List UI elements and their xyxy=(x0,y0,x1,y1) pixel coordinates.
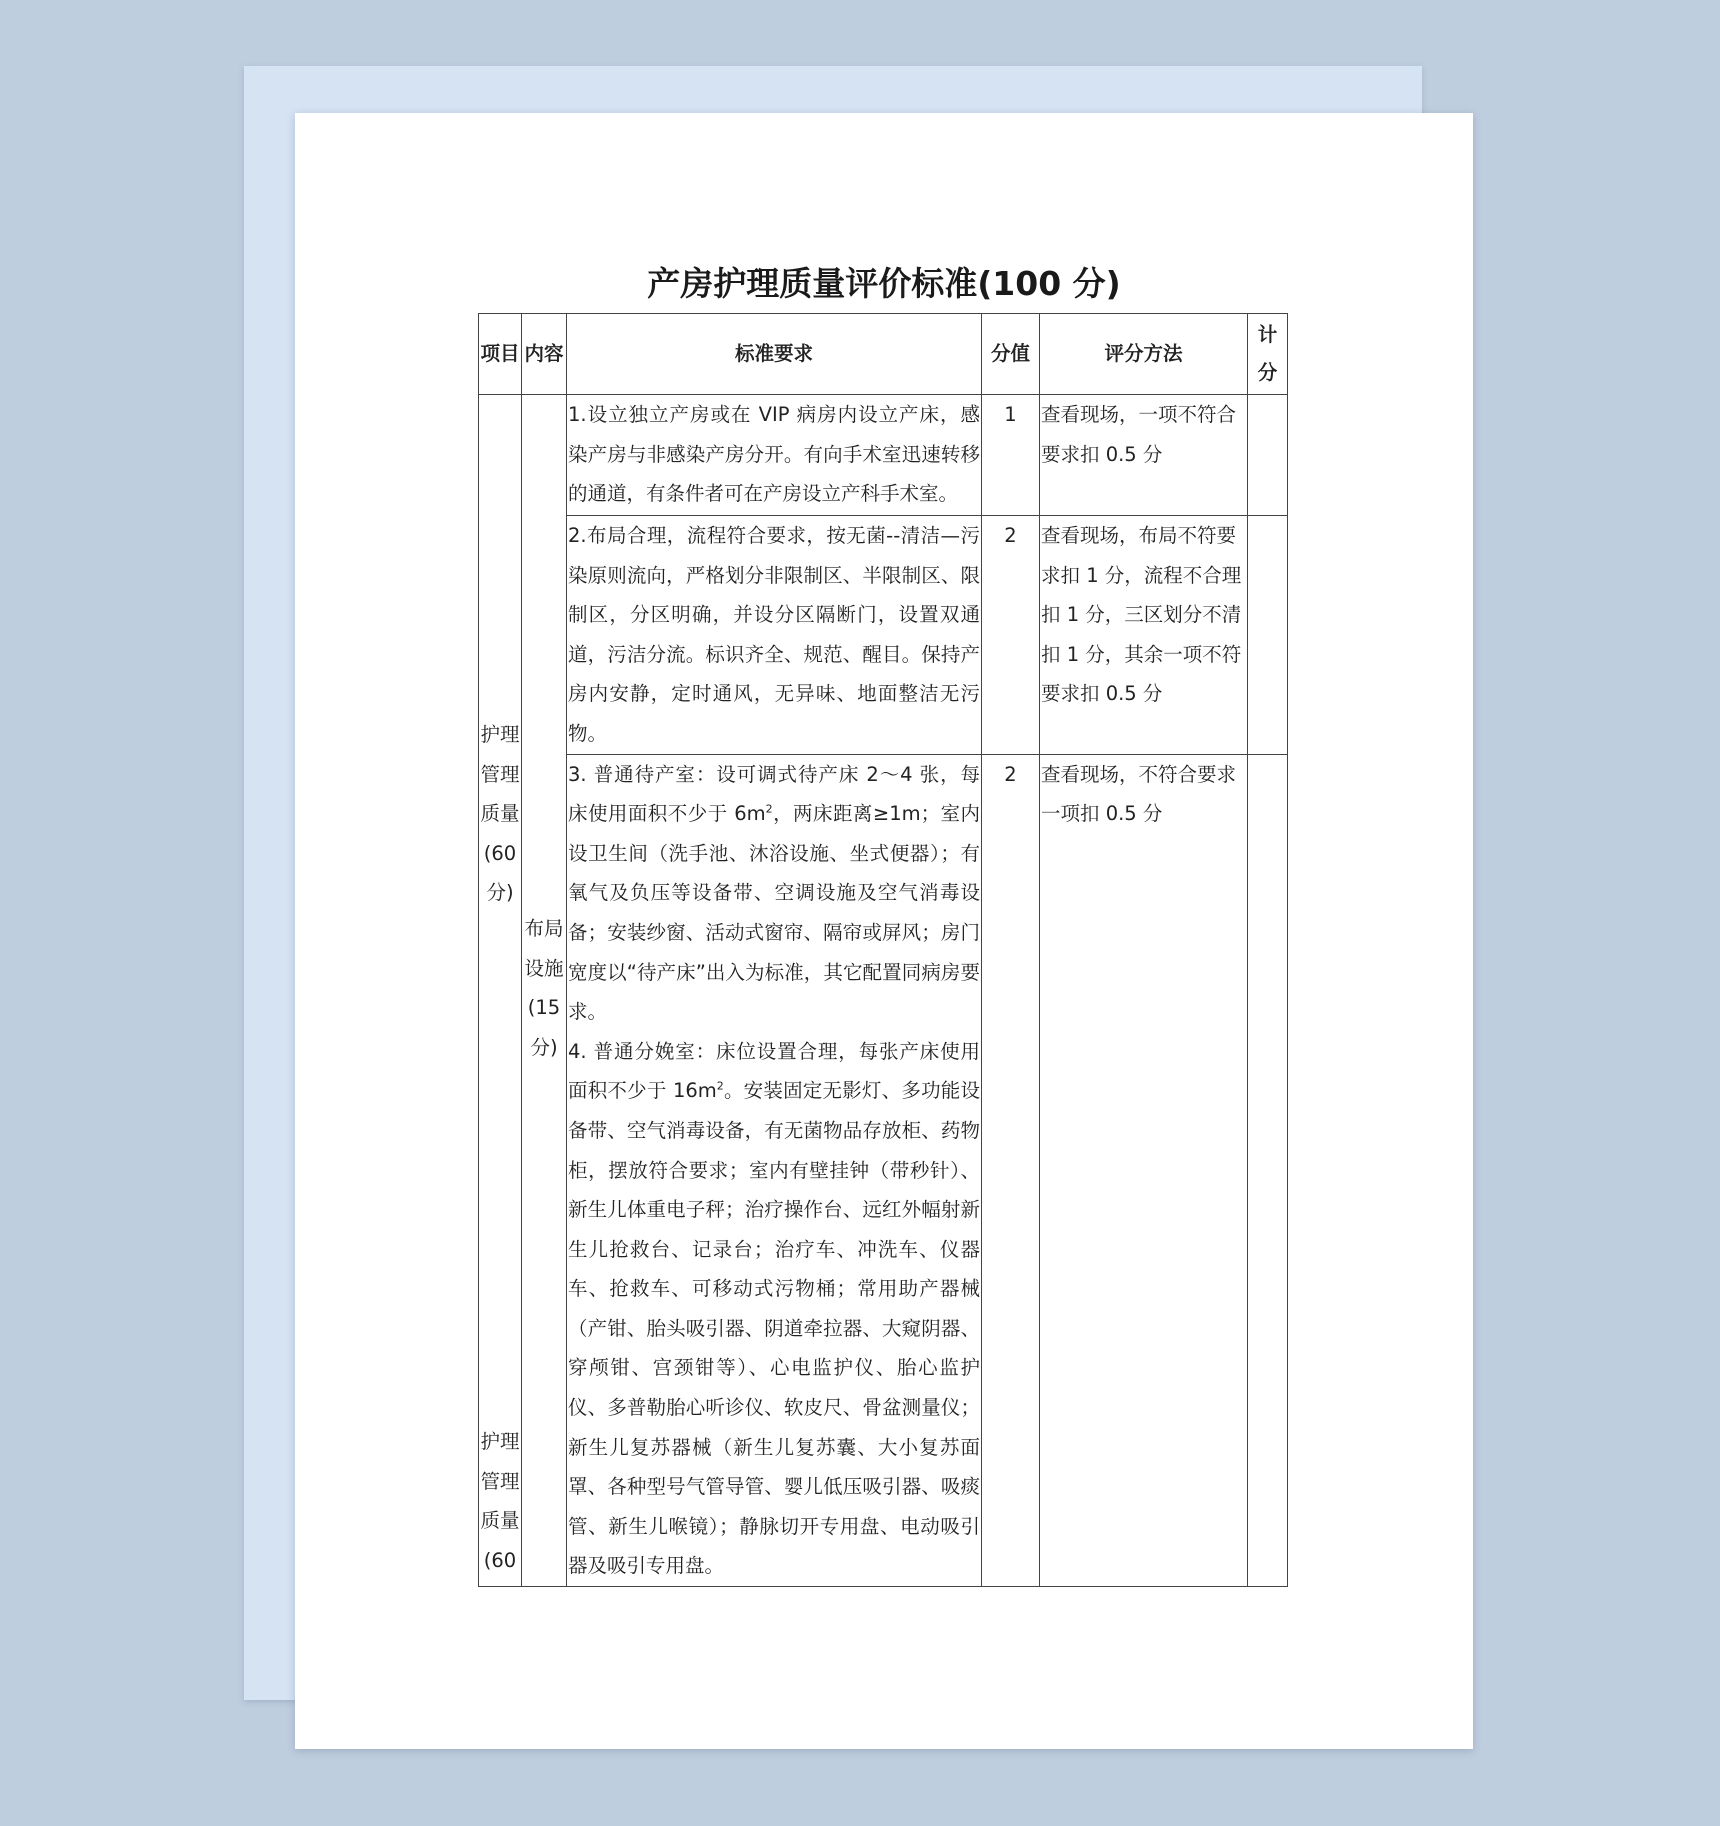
requirement-cell: 1.设立独立产房或在 VIP 病房内设立产床，感染产房与非感染产房分开。有向手术室迅速转移的通道，有条件者可在产房设立产科手术室。 xyxy=(567,395,982,516)
table-row xyxy=(479,754,1288,1586)
content-cell xyxy=(522,395,567,1587)
table-header-row xyxy=(479,314,1288,395)
requirement-paragraph-4: 4. 普通分娩室：床位设置合理，每张产床使用面积不少于 $16m^2$。安装固定无影灯、多功能设备带、空气消毒设备，有无菌物品存放柜、药物柜，摆放符合要求；室内有壁挂钟（带秒针）、新生儿体重电子秤；治疗操作台、远红外幅射新生儿抢救台、记录台；治疗车、冲洗车、仪器车、抢救车、可移动式污物桶；常用助产器械（产钳、胎头吸引器、阴道牵拉器、大窥阴器、穿颅钳、宫颈钳等）、心电监护仪、胎心监护仪、多普勒胎心听诊仪、软皮尺、骨盆测量仪；新生儿复苏器械（新生儿复苏囊、大小复苏面罩、各种型号气管导管、婴儿低压吸引器、吸痰管、新生儿喉镜）；静脉切开专用盘、电动吸引器及吸引专用盘。 xyxy=(568,1039,980,1578)
project-cell xyxy=(479,395,522,1587)
score-cell[interactable] xyxy=(1248,516,1288,755)
header-score: 计分 xyxy=(1248,314,1288,395)
requirement-paragraph-3: 3. 普通待产室：设可调式待产床 2～4 张，每床使用面积不少于 $6m^2$，两床距离≥1m；室内设卫生间（洗手池、沐浴设施、坐式便器）；有氧气及负压等设备带、空调设施及空气消毒设备；安装纱窗、活动式窗帘、隔帘或屏风；房门宽度以“待产床”出入为标准，其它配置同病房要求。 xyxy=(568,762,980,1024)
project-label-upper: 护理 管理 质量 (60 分) xyxy=(480,723,520,905)
project-label-lower: 护理 管理 质量 (60 xyxy=(480,1430,520,1572)
header-standard: 标准要求 xyxy=(567,314,982,395)
table-row xyxy=(479,395,1288,516)
document-title: 产房护理质量评价标准(100 分) xyxy=(647,264,1121,303)
points-cell: 2 xyxy=(982,516,1040,755)
header-method: 评分方法 xyxy=(1040,314,1248,395)
method-cell: 查看现场，不符合要求一项扣 0.5 分 xyxy=(1040,754,1248,1586)
header-item: 项目 xyxy=(479,314,522,395)
score-cell[interactable] xyxy=(1248,754,1288,1586)
requirement-cell xyxy=(567,754,982,1586)
header-points: 分值 xyxy=(982,314,1040,395)
requirement-cell: 2.布局合理，流程符合要求，按无菌--清洁—污染原则流向，严格划分非限制区、半限制区、限制区，分区明确，并设分区隔断门，设置双通道，污洁分流。标识齐全、规范、醒目。保持产房内安静，定时通风，无异味、地面整洁无污物。 xyxy=(567,516,982,755)
header-content: 内容 xyxy=(522,314,567,395)
evaluation-table xyxy=(478,313,1288,1587)
score-cell[interactable] xyxy=(1248,395,1288,516)
method-cell: 查看现场，布局不符要求扣 1 分，流程不合理扣 1 分，三区划分不清扣 1 分，其余一项不符要求扣 0.5 分 xyxy=(1040,516,1248,755)
points-cell: 1 xyxy=(982,395,1040,516)
table-row xyxy=(479,516,1288,755)
content-label: 布局 设施 (15 分) xyxy=(524,917,564,1059)
method-cell: 查看现场，一项不符合要求扣 0.5 分 xyxy=(1040,395,1248,516)
document-page xyxy=(295,113,1473,1749)
points-cell: 2 xyxy=(982,754,1040,1586)
